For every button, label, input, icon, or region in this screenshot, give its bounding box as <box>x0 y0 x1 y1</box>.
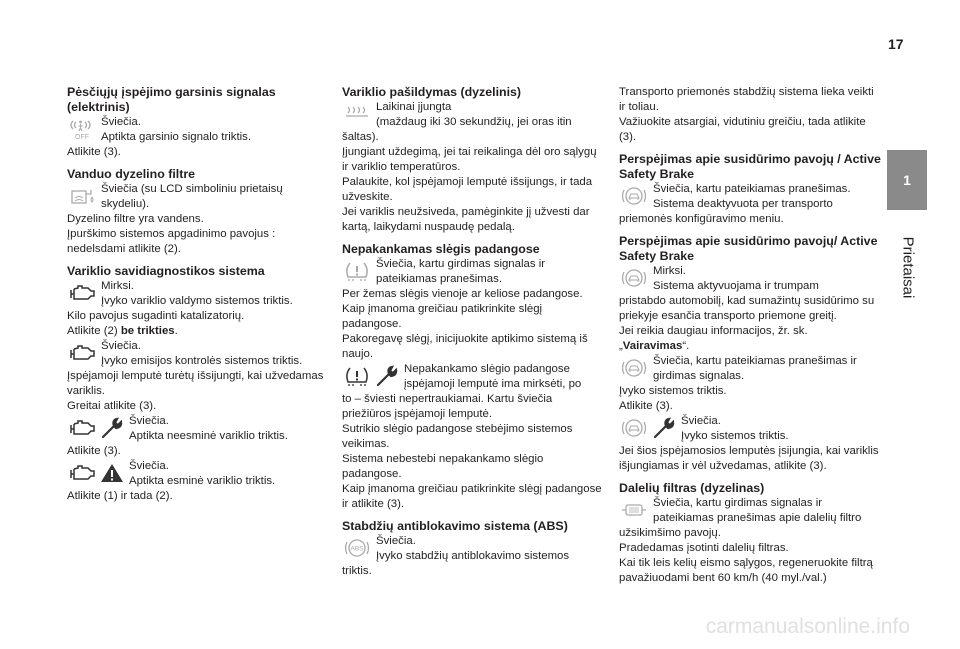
emission-control-indicator <box>67 339 329 369</box>
collision-fault-action: Įvyko sistemos triktis. Atlikite (3). <box>619 385 727 412</box>
collision-warning-title-2: Perspėjimas apie susidūrimo pavojų/ Active Safety Brake <box>619 234 878 263</box>
tyre-pressure-title: Nepakankamas slėgis padangose <box>342 242 540 256</box>
particle-filter-title: Dalelių filtras (dyzelinas) <box>619 481 765 495</box>
engine-icon <box>67 281 97 305</box>
collision-warning-icon <box>619 266 649 290</box>
preheating-desc: Laikinai įjungta (maždaug iki 30 sekundžių, jei oras itin <box>376 101 572 128</box>
tyre-pressure-fault-indicator <box>342 362 604 392</box>
section-title <box>878 222 938 312</box>
tyre-pressure-icon <box>342 259 372 283</box>
engine-icon <box>67 416 97 440</box>
tyre-pressure-fault-desc: Nepakankamo slėgio padangose įspėjamoji lemputė ima mirksėti, po <box>404 363 582 390</box>
driving-reference: Vairavimas <box>622 340 683 352</box>
engine-action-end: . <box>174 325 178 337</box>
collision-system-fault-desc: Šviečia. Įvyko sistemos triktis. <box>681 415 789 442</box>
collision-active-indicator <box>619 264 881 294</box>
engine-diagnosis-action <box>67 309 329 339</box>
pedestrian-horn-off-icon <box>67 117 97 141</box>
minor-engine-fault-desc: Šviečia. Aptikta neesminė variklio triktis. <box>129 415 288 442</box>
water-in-fuel-filter-icon <box>67 184 97 208</box>
particle-filter-indicator <box>619 496 881 526</box>
section-tab[interactable]: 1 <box>887 150 927 210</box>
tyre-pressure-fault-action: to – šviesti nepertraukiamai. Kartu šviečia priežiūros įspėjamoji lemputė. Sutrikio slėgio padangose stebėjimo sistemos veikimas. Sistema nebestebi nepakankamo slėgio padangose. Kaip įmanoma greičiau patikrinkite slėgį padangose ir atlikite (3). <box>342 393 602 510</box>
particle-filter-action: užsikimšimo pavojų. Pradedamas įsotinti dalelių filtras. Kai tik leis kelių eismo sąlygos, regeneruokite filtrą pavažiuodami bent 60 km/h (40 myl./val.) <box>619 527 873 584</box>
preheating-indicator <box>342 100 604 130</box>
collision-warning-icon <box>619 184 649 208</box>
abs-indicator <box>342 534 604 564</box>
abs-icon <box>342 536 372 560</box>
minor-engine-fault-action: Atlikite (3). <box>67 445 121 457</box>
major-engine-fault-action: Atlikite (1) ir tada (2). <box>67 490 173 502</box>
collision-system-fault-action: Jei šios įspėjamosios lemputės įsijungia, kai variklis išjungiamas ir vėl užvedamas, atlikite (3). <box>619 445 879 472</box>
pedestrian-horn-title: Pėsčiųjų įspėjimo garsinis signalas (elektrinis) <box>67 85 276 114</box>
major-engine-fault-desc: Šviečia. Aptikta esminė variklio triktis. <box>129 460 276 487</box>
wrench-icon <box>374 364 400 388</box>
emission-control-desc: Šviečia. Įvyko emisijos kontrolės sistemos triktis. <box>101 340 303 367</box>
collision-deactivated-desc: Šviečia, kartu pateikiamas pranešimas. Sistema deaktyvuota per transporto <box>653 183 851 210</box>
column-3 <box>619 85 881 586</box>
collision-active-desc: Mirksi. Sistema aktyvuojama ir trumpam <box>653 265 819 292</box>
engine-icon <box>67 341 97 365</box>
engine-action-text: Kilo pavojus sugadinti katalizatorių. Atlikite (2) <box>67 310 245 337</box>
page-number: 17 <box>888 36 904 52</box>
column-2 <box>342 85 604 579</box>
collision-active-action <box>619 294 881 354</box>
water-in-diesel-title: Vanduo dyzelino filtre <box>67 167 196 181</box>
glow-plug-icon <box>342 102 372 126</box>
section-title-text: Prietaisai <box>899 236 917 298</box>
collision-warning-icon <box>619 356 649 380</box>
warning-triangle-icon <box>99 461 125 485</box>
engine-action-bold: be trikties <box>120 325 175 337</box>
engine-icon <box>67 461 97 485</box>
collision-deactivated-indicator <box>619 182 881 212</box>
collision-info-end: “. <box>682 340 690 352</box>
watermark: carmanualsonline.info <box>705 615 910 638</box>
tyre-pressure-indicator <box>342 257 604 287</box>
particle-filter-desc: Šviečia, kartu girdimas signalas ir pateikiamas pranešimas apie dalelių filtro <box>653 497 862 524</box>
svg-text:ABS: ABS <box>350 545 364 553</box>
brake-intro: Transporto priemonės stabdžių sistema lieka veikti ir toliau. Važiuokite atsargiai, vidutiniu greičiu, tada atlikite (3). <box>619 86 874 143</box>
minor-engine-fault-indicator <box>67 414 329 444</box>
abs-title: Stabdžių antiblokavimo sistema (ABS) <box>342 519 568 533</box>
collision-info-text: pristabdo automobilį, kad sumažintų susidūrimo su priekyje esančia transporto priemone greitį. Jei reikia daugiau informacijos, žr. sk. „ <box>619 295 875 352</box>
engine-preheating-title: Variklio pašildymas (dyzelinis) <box>342 85 522 99</box>
engine-diagnosis-flashing <box>67 279 329 309</box>
wrench-icon <box>99 416 125 440</box>
collision-warning-icon <box>619 416 649 440</box>
collision-fault-desc: Šviečia, kartu pateikiamas pranešimas ir girdimas signalas. <box>653 355 857 382</box>
pedestrian-horn-indicator <box>67 115 329 145</box>
collision-warning-title: Perspėjimas apie susidūrimo pavojų / Active Safety Brake <box>619 152 881 181</box>
collision-deactivated-action: priemonės konfigūravimo meniu. <box>619 213 784 225</box>
water-in-diesel-action: Dyzelino filtre yra vandens. Įpurškimo sistemos apgadinimo pavojus : nedelsdami atlikite (2). <box>67 213 276 255</box>
collision-fault-indicator <box>619 354 881 384</box>
abs-desc: Šviečia. Įvyko stabdžių antiblokavimo sistemos <box>376 535 570 562</box>
svg-text:OFF: OFF <box>75 134 89 141</box>
major-engine-fault-indicator <box>67 459 329 489</box>
pedestrian-horn-desc: Šviečia. Aptikta garsinio signalo triktis. <box>101 116 252 143</box>
abs-action: triktis. <box>342 565 372 577</box>
water-in-diesel-desc: Šviečia (su LCD simboliniu prietaisų skydeliu). <box>101 183 283 210</box>
emission-control-action: Įspėjamoji lemputė turėtų išsijungti, kai užvedamas variklis. Greitai atlikite (3). <box>67 370 324 412</box>
water-in-diesel-indicator <box>67 182 329 212</box>
wrench-icon <box>651 416 677 440</box>
particle-filter-icon <box>619 498 649 522</box>
engine-diagnosis-desc: Mirksi. Įvyko variklio valdymo sistemos triktis. <box>101 280 293 307</box>
pedestrian-horn-action: Atlikite (3). <box>67 146 121 158</box>
column-1 <box>67 85 329 504</box>
preheating-action: šaltas). Įjungiant uždegimą, jei tai reikalinga dėl oro sąlygų ir variklio temperatūros. Palaukite, kol įspėjamoji lemputė išsijungs, ir tada užveskite. Jei variklis neužsiveda, pamėginkite jį užvesti dar kartą, laikydami nuspaudę pedalą. <box>342 131 597 233</box>
tyre-pressure-action: Per žemas slėgis vienoje ar keliose padangose. Kaip įmanoma greičiau patikrinkite slėgį padangose. Pakoregavę slėgį, inicijuokite aptikimo sistemą iš naujo. <box>342 288 588 360</box>
tyre-pressure-icon <box>342 364 372 388</box>
collision-system-fault-indicator <box>619 414 881 444</box>
engine-self-diagnosis-title: Variklio savidiagnostikos sistema <box>67 264 265 278</box>
tyre-pressure-desc: Šviečia, kartu girdimas signalas ir pateikiamas pranešimas. <box>376 258 546 285</box>
